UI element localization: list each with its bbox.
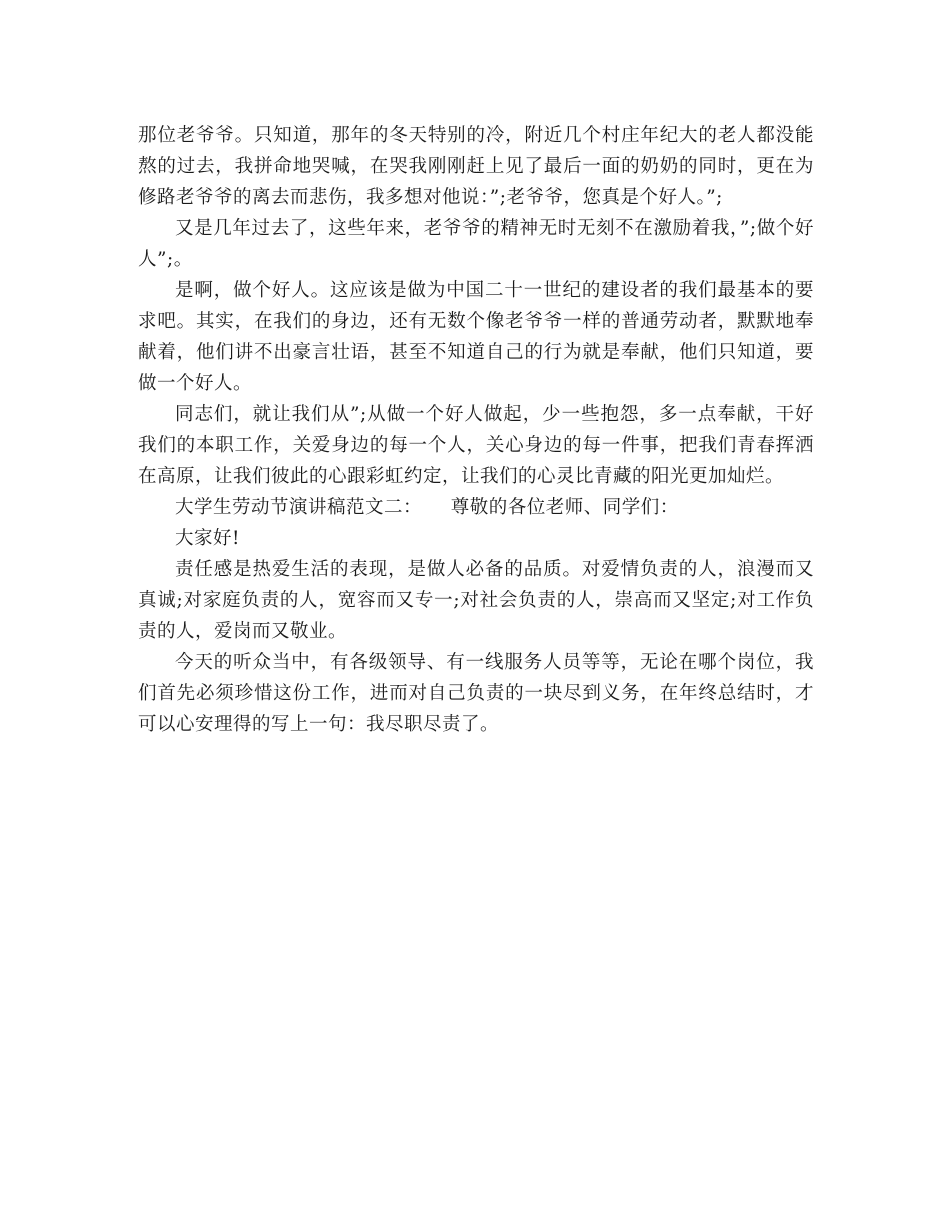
greeting-line: 大家好! xyxy=(175,528,240,549)
paragraph-continuation: 那位老爷爷。只知道，那年的冬天特别的冷，附近几个村庄年纪大的老人都没能熬的过去，我拼命地哭喊，在哭我刚刚赶上见了最后一面的奶奶的同时，更在为修路老爷爷的离去而悲伤，我多想对他说：”;老爷爷，您真是个好人。”; xyxy=(138,125,814,208)
document-page xyxy=(138,120,814,740)
paragraph: 责任感是热爱生活的表现，是做人必备的品质。对爱情负责的人，浪漫而又真诚;对家庭负责的人，宽容而又专一;对社会负责的人，崇高而又坚定;对工作负责的人，爱岗而又敬业。 xyxy=(138,559,814,642)
paragraph: 同志们，就让我们从”;从做一个好人做起，少一些抱怨，多一点奉献，干好我们的本职工作，关爱身边的每一个人，关心身边的每一件事，把我们青春挥洒在高原，让我们彼此的心跟彩虹约定，让我们的心灵比青藏的阳光更加灿烂。 xyxy=(138,404,814,487)
paragraph: 又是几年过去了，这些年来，老爷爷的精神无时无刻不在激励着我，”;做个好人”;。 xyxy=(138,218,814,270)
paragraph: 是啊，做个好人。这应该是做为中国二十一世纪的建设者的我们最基本的要求吧。其实，在我们的身边，还有无数个像老爷爷一样的普通劳动者，默默地奉献着，他们讲不出豪言壮语，甚至不知道自己的行为就是奉献，他们只知道，要做一个好人。 xyxy=(138,280,814,394)
section-heading-line: 大学生劳动节演讲稿范文二： 尊敬的各位老师、同学们： xyxy=(175,497,679,518)
paragraph: 今天的听众当中，有各级领导、有一线服务人员等等，无论在哪个岗位，我们首先必须珍惜这份工作，进而对自己负责的一块尽到义务，在年终总结时，才可以心安理得的写上一句：我尽职尽责了。 xyxy=(138,652,814,735)
